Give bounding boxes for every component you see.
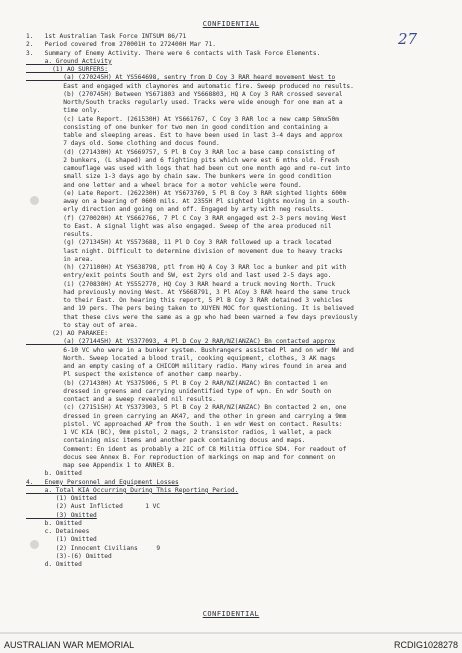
document-line: Pl suspect the existence of another camp nearby. (26, 371, 243, 379)
document-line: 2 bunkers, (L shaped) and 6 fighting pits which were est 6 mths old. Fresh (26, 156, 339, 164)
document-line: 2. Period covered from 270001H to 272400H Mar 71. (26, 41, 216, 49)
document-line: (a) (271445H) At YS377093, 4 Pl D Coy 2 RAR/NZ(ANZAC) Bn contacted approx (26, 338, 336, 346)
document-line: contact and a sweep revealed nil results. (26, 396, 216, 403)
document-line: in area. (26, 255, 94, 263)
document-line: and 19 pers. The pers being taken to XUYEN MOC for questioning. It is believed (26, 305, 354, 313)
document-line: (3) Omitted (26, 511, 97, 519)
document-line: to stay out of area. (26, 321, 138, 329)
document-line: (g) (271345H) At YS573688, 11 Pl D Coy 3 RAR followed up a track located (26, 239, 332, 247)
document-line: 1. 1st Australian Task Force INTSUM 86/71 (26, 33, 187, 40)
document-line: (2) Innocent Civilians 9 (26, 544, 161, 552)
document-line: camouflage was used with logs that had been cut one month ago and re-cut into (26, 165, 351, 172)
document-line: docus see Annex B. For reproduction of markings on map and for comment on (26, 453, 336, 461)
document-line: (3)-(6) Omitted (26, 552, 112, 560)
page-edge (0, 632, 462, 634)
document-line: 7 days old. Some clothing and docus found. (26, 140, 220, 148)
document-line: (i) (270830H) At YS552770, HQ Coy 3 RAR heard a truck moving North. Truck (26, 280, 336, 288)
document-line: to their East. On hearing this report, 5 Pl B Coy 3 RAR detained 3 vehicles (26, 297, 343, 304)
document-line: (a) (270245H) At YS564698, sentry from D Coy 3 RAR heard movement West to (26, 74, 336, 82)
document-line: had previously moving West. At YS668791, 3 Pl ACoy 3 RAR heard the same truck (26, 288, 351, 296)
classification-header: CONFIDENTIAL (202, 20, 260, 28)
document-line: (1) Omitted (26, 495, 97, 502)
document-line: containing misc items and another pack containing docus and maps. (26, 437, 306, 445)
document-line: last night. Difficult to determine division of movement due to heavy tracks (26, 247, 343, 255)
document-line: results. (26, 231, 94, 238)
document-line: (1) Omitted (26, 536, 97, 544)
document-line: (h) (271100H) At YS638798, ptl from HQ A Coy 3 RAR loc a bunker and pit with (26, 264, 347, 271)
document-line: erly direction and going on and off. Engaged by arty with neg results. (26, 206, 325, 214)
document-line: that these civs were the same as a gp who had been warned a few days previously (26, 313, 358, 321)
document-line: (c) Late Report. (261530H) At YS661767, C Coy 3 RAR loc a new camp 50mx50m (26, 115, 339, 123)
document-line: entry/exit points South and SW, est 2yrs old and last used 2-5 days ago. (26, 272, 332, 280)
document-line: North. Sweep located a blood trail, cooking equipment, clothes, 3 AK mags (26, 354, 336, 362)
archive-name: AUSTRALIAN WAR MEMORIAL (4, 640, 135, 650)
document-line: (2) Aust Inflicted 1 VC (26, 503, 161, 511)
document-line: and one letter and a wheel brace for a motor vehicle were found. (26, 181, 302, 189)
document-line: a. Ground Activity (26, 57, 112, 65)
document-line: dressed in green carrying an AK47, and the other in green and carrying a 9mm (26, 412, 347, 420)
document-line: (b) (271430H) At YS375906, 5 Pl B Coy 2 RAR/NZ(ANZAC) Bn contacted 1 en (26, 379, 328, 387)
document-line: (b) (270745H) Between YS671803 and YS668803, HQ A Coy 3 RAR crossed several (26, 90, 343, 98)
document-line: time only. (26, 107, 101, 115)
document-line: 1 VC KIA (BC), 9mm pistol, 2 mags, 2 transistor radios, 1 wallet, a pack (26, 429, 332, 436)
document-line: East and engaged with claymores and automatic fire. Sweep produced no results. (26, 82, 354, 90)
document-line: small size 1-3 days ago by chain saw. The bunkers were in good condition (26, 173, 332, 181)
document-line: to East. A signal light was also engaged. Sweep of the area produced nil (26, 222, 332, 230)
document-line: (f) (270020H) At YS662766, 7 Pl C Coy 3 RAR engaged est 2-3 pers moving West (26, 214, 347, 222)
archive-reference: RCDIG1028278 (393, 640, 458, 650)
document-line: c. Detainees (26, 528, 90, 535)
document-line: (c) (271515H) At YS373903, 5 Pl B Coy 2 RAR/NZ(ANZAC) Bn contacted 2 en, one (26, 404, 347, 412)
document-line: 4. Enemy Personnel and Equipment Losses (26, 478, 179, 486)
document-line: and an empty casing of a CHICOM military radio. Many wires found in area and (26, 363, 347, 370)
document-line: table and sleeping areas. Est to have been used in last 3-4 days and approx (26, 132, 343, 139)
document-line: away on a bearing of 0600 mils. At 2355H Pl sighted lights moving in a south- (26, 198, 351, 205)
document-line: (e) Late Report. (262230H) At YS673769, 5 Pl B Coy 3 RAR sighted lights 600m (26, 189, 347, 197)
document-line: d. Omitted (26, 561, 82, 568)
document-line: North/South tracks regularly used. Tracks were wide enough for one man at a (26, 99, 343, 106)
document-line: b. Omitted (26, 519, 82, 527)
document-line: dressed in greens and carrying unidentified type of wpn. En wdr South on (26, 387, 332, 395)
document-line: map see Appendix 1 to ANNEX B. (26, 462, 176, 469)
document-line: (1) AO SURFERS: (26, 66, 108, 73)
document-line: b. Omitted (26, 470, 82, 478)
document-line: pistol. VC approached AP from the South. 1 en wdr West on contact. Results: (26, 420, 343, 428)
archive-footer (0, 638, 462, 653)
document-line: consisting of one bunker for two men in good condition and containing a (26, 123, 328, 131)
document-line: 3. Summary of Enemy Activity. There were 6 contacts with Task Force Elements. (26, 49, 321, 57)
document-line: a. Total KIA Occurring During This Reporting Period. (26, 486, 239, 494)
document-line: 6-10 VC who were in a bunker system. Bushrangers assisted Pl and on wdr NW and (26, 346, 354, 354)
document-line: Comment: En ident as probably a 2IC of C8 Militia Office SD4. For readout of (26, 445, 347, 453)
handwritten-page-number: 27 (398, 30, 418, 48)
document-line: (2) AO PARAKEE: (26, 330, 108, 337)
document-line: (d) (271430H) At YS669757, 5 Pl B Coy 3 RAR loc a base camp consisting of (26, 148, 336, 156)
classification-footer: CONFIDENTIAL (202, 610, 260, 618)
